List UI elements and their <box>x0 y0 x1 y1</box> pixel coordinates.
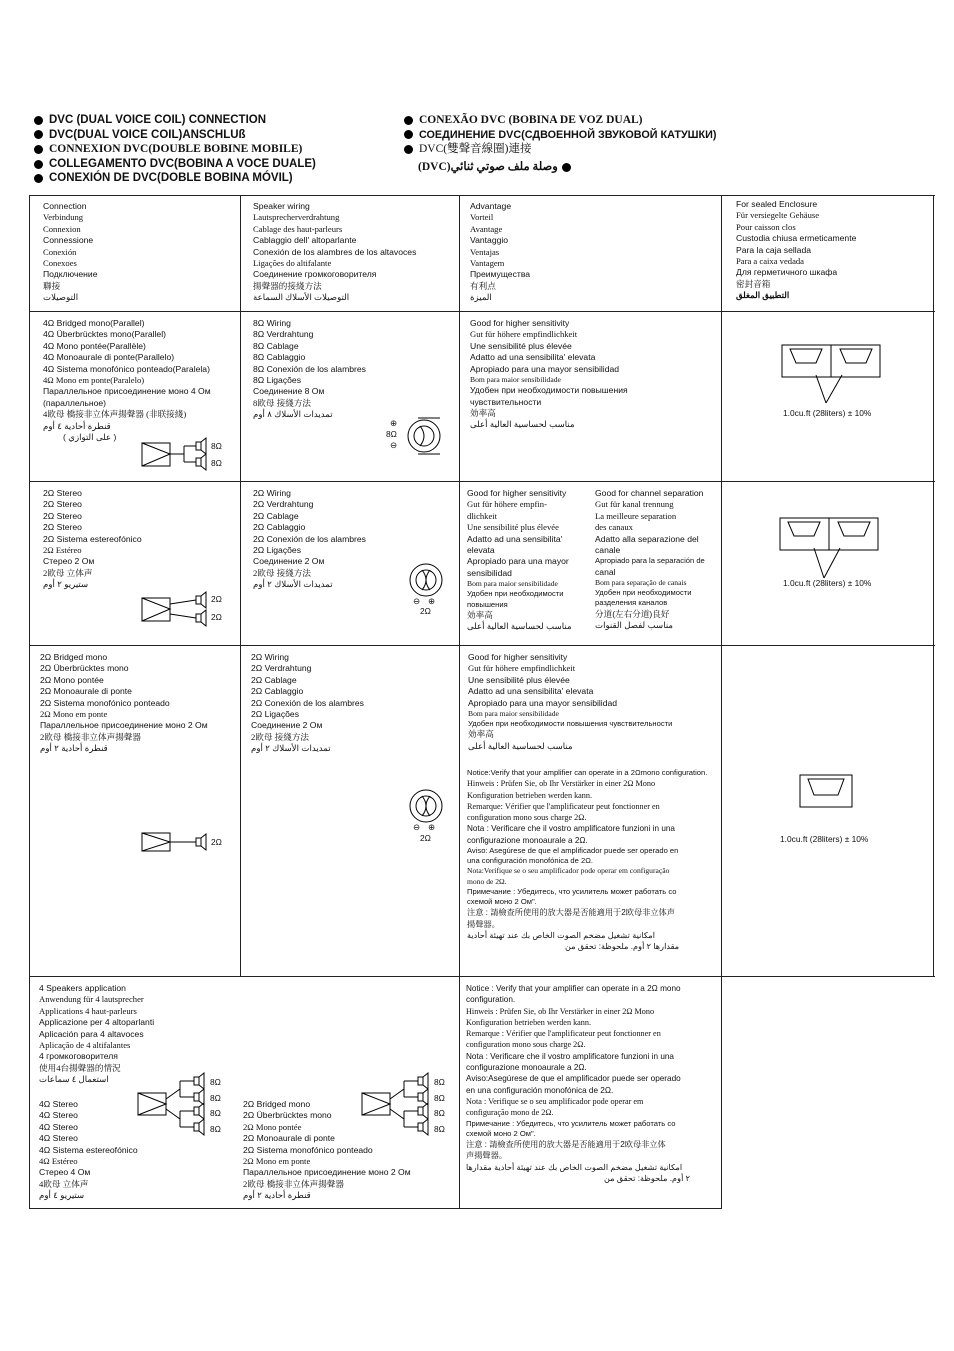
speaker-impedance-label: 8Ω <box>434 1077 445 1087</box>
speaker-impedance-label: 8Ω <box>210 1077 221 1087</box>
col-connection: Connection Verbindung Connexion Connessione Conexión Conexoes Подключение 聯接 التوصيلات <box>43 201 98 303</box>
row3-wiring: 2Ω Wiring 2Ω Verdrahtung 2Ω Cablage 2Ω Cablaggio 2Ω Conexión de los alambres 2Ω Ligações Соединение 2 Ом 2欧母 接綫方法 تمديدات الأسلاك ٢ أوم <box>251 652 364 754</box>
header-line: DVC (DUAL VOICE COIL) CONNECTION <box>34 113 316 128</box>
speaker-impedance-label: 2Ω <box>211 837 222 847</box>
bullet-icon <box>34 145 43 154</box>
minus-icon: ⊖ <box>390 440 398 450</box>
speaker-impedance-label: 8Ω <box>211 441 222 451</box>
bullet-icon <box>34 174 43 183</box>
row3-connection: 2Ω Bridged mono 2Ω Überbrücktes mono 2Ω Mono pontée 2Ω Monoaurale di ponte 2Ω Sistema monofónico ponteado 2Ω Mono em ponte Параллельное присоединение моно 2 Ом 2欧母 橋接非立体声揚聲器 قنطرة أحادية ٢ أوم <box>40 652 208 754</box>
col-wiring: Speaker wiring Lautsprecherverdrahtung Cablage des haut-parleurs Cablaggio dell' altoparlante Conexión de los alambres de los altavoces Ligações do altifalante Соединение громкоговорителя 揚聲器的接綫方法 التوصيلات الأسلاك السماعة <box>253 201 417 303</box>
plus-icon: ⊕ <box>428 822 436 832</box>
speaker-impedance-label: 8Ω <box>210 1093 221 1103</box>
minus-icon: ⊖ <box>413 822 421 832</box>
row4-connection-bottom: 4Ω Stereo 4Ω Stereo 4Ω Stereo 4Ω Stereo 4Ω Sistema estereofónico 4Ω Estéreo Стерео 4 Ом 4欧母 立体声 ستيريو ٤ أوم <box>39 1099 138 1201</box>
header-line: DVC(雙聲音線圈)連接 <box>404 142 716 157</box>
row4-wiring: 2Ω Bridged mono 2Ω Überbrücktes mono 2Ω Mono pontée 2Ω Monoaurale di ponte 2Ω Sistema monofónico ponteado 2Ω Mono em ponte Параллельное присоединение моно 2 Ом 2欧母 橋接非立体声揚聲器 قنطرة أحادية ٢ أوم <box>243 1099 411 1201</box>
minus-icon: ⊖ <box>413 596 421 606</box>
bullet-icon <box>404 116 413 125</box>
bullet-icon <box>562 163 571 172</box>
speaker-impedance-label: 8Ω <box>211 458 222 468</box>
row2-enclosure-diagram <box>780 518 884 580</box>
enclosure-volume-label: 1.0cu.ft (28liters) ± 10% <box>783 578 872 588</box>
row2-advantage-a: Good for higher sensitivity Gut für höhere empfin- dlichkeit Une sensibilité plus élevée Adatto ad una sensibilita' elevata Apropiado para una mayor sensibilidad Bom para maior sensibilidade Удобен при необходимости повышения 効率高 مناسب لحساسية العالية أعلى <box>467 488 572 632</box>
row3-enclosure-diagram <box>800 775 860 815</box>
header-line: CONEXIÓN DE DVC(DOBLE BOBINA MÓVIL) <box>34 171 316 186</box>
coil-impedance-label: 2Ω <box>420 606 431 616</box>
plus-icon: ⊕ <box>428 596 436 606</box>
row1-connection: 4Ω Bridged mono(Parallel) 4Ω Überbrücktes mono(Parallel) 4Ω Mono pontée(Parallèle) 4Ω Monoaurale di ponte(Parallelo) 4Ω Sistema monofónico ponteado(Paralela) 4Ω Mono em ponte(Paralelo) Параллельное присоединение моно 4 Ом (параллельное) 4欧母 橋接非立体声揚聲器 (非联接綫) قنطرة أحادية ٤ أوم ( على التوازي ) <box>43 318 211 443</box>
row3-speaker-diagram <box>140 831 220 855</box>
row1-enclosure-diagram <box>782 345 886 405</box>
speaker-impedance-label: 2Ω <box>211 594 222 604</box>
row1-wiring: 8Ω Wiring 8Ω Verdrahtung 8Ω Cablage 8Ω Cablaggio 8Ω Conexión de los alambres 8Ω Ligações Соединение 8 Ом 8欧母 接綫方法 تمديدات الأسلاك ٨ أوم <box>253 318 366 420</box>
row2-connection: 2Ω Stereo 2Ω Stereo 2Ω Stereo 2Ω Stereo 2Ω Sistema estereofónico 2Ω Estéreo Стерео 2 Ом 2欧母 立体声 ستيريو ٢ أوم <box>43 488 142 590</box>
row3-advantage: Good for higher sensitivity Gut für höhere empfindlichkeit Une sensibilité plus élevée Adatto ad una sensibilita' elevata Apropiado para una mayor sensibilidad Bom para maior sensibilidade Удобен при необходимости повышения чувствительности 効率高 مناسب لحساسية العالية أعلى <box>468 652 673 751</box>
bullet-icon <box>34 116 43 125</box>
header-line: COLLEGAMENTO DVC(BOBINA A VOCE DUALE) <box>34 157 316 172</box>
coil-impedance-label: 2Ω <box>420 833 431 843</box>
coil-impedance-label: 8Ω <box>386 429 397 439</box>
header-right <box>404 113 716 174</box>
row2-advantage-b: Good for channel separation Gut für kanal trennung La meilleure separation des canaux Adatto alla separazione del canale Apropiado para la separación de canal Bom para separação de canais Удобен при необходимости разделения каналов 分道(左右分道)良好 مناسب لفصل القنوات <box>595 488 705 631</box>
header-line: DVC(DUAL VOICE COIL)ANSCHLUß <box>34 128 316 143</box>
row4-connection-top: 4 Speakers application Anwendung für 4 lautsprecher Applications 4 haut-parleurs Applicazione per 4 altoparlanti Aplicación para 4 altavoces Aplicação de 4 altifalantes 4 громкоговорителя 使用4台揚聲器的情況 استعمال ٤ سماعات <box>39 983 155 1085</box>
bullet-icon <box>404 145 413 154</box>
speaker-impedance-label: 8Ω <box>434 1124 445 1134</box>
enclosure-volume-label: 1.0cu.ft (28liters) ± 10% <box>783 408 872 418</box>
enclosure-volume-label: 1.0cu.ft (28liters) ± 10% <box>780 834 869 844</box>
bullet-icon <box>34 160 43 169</box>
header-line: CONEXÃO DVC (BOBINA DE VOZ DUAL) <box>404 113 716 128</box>
header-left <box>34 113 316 186</box>
speaker-impedance-label: 8Ω <box>210 1124 221 1134</box>
col-enclosure: For sealed Enclosure Für versiegelte Gehäuse Pour caisson clos Custodia chiusa ermeticamente Para la caja sellada Para a caixa vedada Для герметичного шкафа 密封音箱 التطبيق المغلق <box>736 199 857 301</box>
plus-icon: ⊕ <box>390 418 398 428</box>
header-line: (DVC)وصلة ملف صوتي ثنائي <box>418 160 716 175</box>
speaker-impedance-label: 8Ω <box>210 1108 221 1118</box>
col-advantage: Advantage Vorteil Avantage Vantaggio Ventajas Vantagem Преимущества 有利点 الميزة <box>470 201 531 303</box>
row1-advantage: Good for higher sensitivity Gut für höhere empfindlichkeit Une sensibilité plus élevée Adatto ad una sensibilita' elevata Apropiado para una mayor sensibilidad Bom para maior sensibilidade Удобен при необходимости повышения чувствительности 効率高 مناسب لحساسية العالية أعلى <box>470 318 628 430</box>
row2-wiring: 2Ω Wiring 2Ω Verdrahtung 2Ω Cablage 2Ω Cablaggio 2Ω Conexión de los alambres 2Ω Ligações Соединение 2 Ом 2欧母 接綫方法 تمديدات الأسلاك ٢ أوم <box>253 488 366 590</box>
row4-notice: Notice : Verify that your amplifier can operate in a 2Ω mono configuration. Hinweis : Prüfen Sie, ob Ihr Verstärker in einer 2Ω Mono Konfiguration betrieben werden kann. Remarque : Vérifier que l'amplificateur peut fonctionner en configuration mono sous charge 2Ω. Nota : Verificare che il vostro amplificatore funzioni in una configurazione monoaurale a 2Ω. Aviso:Asegúrese de que el amplificador puede ser operado en una configuración monofónica de 2Ω. Nota : Verifique se o seu amplificador pode operar em configuração mono de 2Ω. Примечание : Убедитесь, что усилитель может работать со схемой моно 2 Ом". 注意 : 請檢查所使用的放大器是否能適用于2欧母非立体 声揚聲器。 امكانية تشغيل مضخم الصوت الخاص بك عند تهيئة أحادية مقدارها ٢ أوم. ملحوظة: تحقق من <box>466 984 691 1183</box>
bullet-icon <box>34 130 43 139</box>
row1-coil-diagram <box>396 414 446 464</box>
header-line: CONNEXION DVC(DOUBLE BOBINE MOBILE) <box>34 142 316 157</box>
bullet-icon <box>404 130 413 139</box>
row3-notice: Notice:Verify that your amplifier can operate in a 2Ωmono configuration. Hinweis : Prüfen Sie, ob Ihr Verstärker in einer 2Ω Mono Konfiguration betrieben werden kann. Remarque: Vérifier que l'amplificateur peut fonctionner en configuration mono sous charge 2Ω. Nota : Verificare che il vostro amplificatore funzioni in una configurazione monoaurale a 2Ω. Aviso: Asegúrese de que el amplificador puede ser operado en una configuración monofónica de 2Ω. Nota:Verifique se o seu amplificador pode operar em configuração mono de 2Ω. Примечание : Убедитесь, что усилитель может работать со схемой моно 2 Ом". 注意 : 請檢查所使用的放大器是否能適用于2欧母非立体声 揚聲器。 امكانية تشغيل مضخم الصوت الخاص بك عند تهيئة أحادية مقدارها ٢ أوم. ملحوظة: تحقق من <box>467 768 708 952</box>
speaker-impedance-label: 8Ω <box>434 1093 445 1103</box>
speaker-impedance-label: 8Ω <box>434 1108 445 1118</box>
speaker-impedance-label: 2Ω <box>211 612 222 622</box>
header-line: СОЕДИНЕНИЕ DVC(СДВОЕННОЙ ЗВУКОВОЙ КАТУШКИ) <box>404 128 716 143</box>
